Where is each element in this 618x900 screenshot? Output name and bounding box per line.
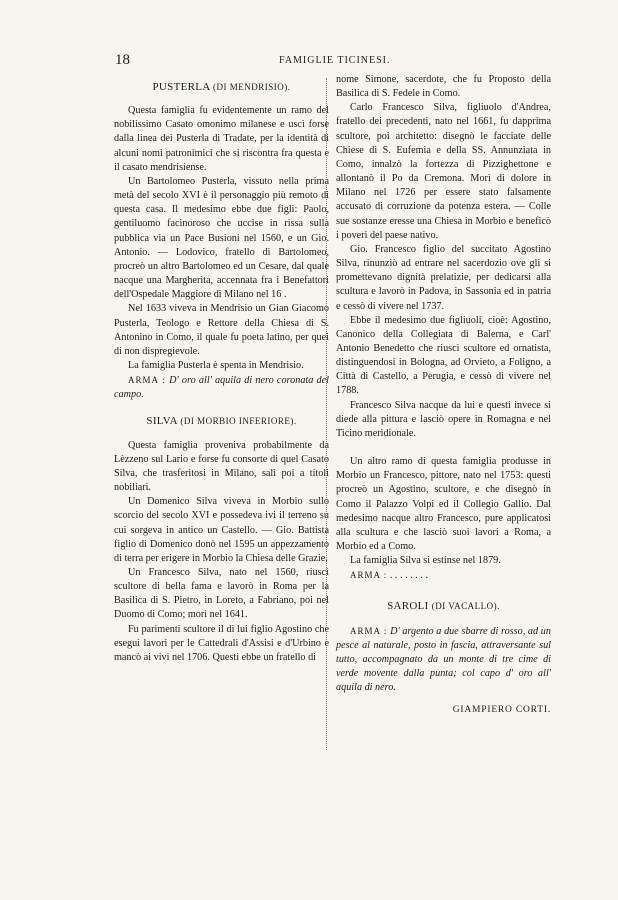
section-title-main: SILVA (146, 415, 178, 428)
paragraph: Carlo Francesco Silva, figliuolo d'Andrea, fratello dei precedenti, nato nel 1661, fu dapprima scultore, poi architetto: disegnò le facciate delle Chiese di S. Eufemia e della SS. Annunziata in Como, innalzò la fortezza di Pizzighettone e allontanò il Po da Cremona. Morì di dolore in Milano nel 1726 per essere stato falsamente accusato di corruzione da potenza estera. — Colle sue sostanze eresse una Chiesa in Morbio e beneficò i poveri del paese nativo. (336, 102, 551, 241)
arma-paragraph (336, 568, 551, 583)
paragraph: Questa famiglia proveniva probabilmente da Lèzzeno sul Lario e forse fu consorte di quel Casato Silva, che trasferitosi in Milano, salì poi a titoli nobiliari. (114, 439, 329, 494)
arma-text: D' argento a due sbarre di rosso, ad un pesce al naturale, posto in fascia, attraversante sul tutto, accompagnato da un monte di tre cime di verde movente dalla punta; col capo d' oro all' aquila di nero. (336, 625, 551, 694)
section-title-sub: (DI MORBIO INFERIORE). (180, 416, 297, 427)
paragraph: Gio. Francesco figlio del succitato Agostino Silva, rinunziò ad entrare nel sacerdozio ove gli si promettevano dignità prelatizie, per dedicarsi alla scultura e lavorò in Padova, in Sassonia ed in patria e cessò di vivere nel 1737. (336, 243, 551, 312)
section-title-pusterla (114, 80, 329, 94)
paragraph: La famiglia Pusterla è spenta in Mendrisio. (128, 359, 304, 371)
arma-label: ARMA : (128, 375, 166, 386)
section-title-silva (114, 414, 329, 428)
paragraph: Fu parimenti scultore il di lui figlio Agostino che eseguì lavori per le Cattedrali d'Assisi e d'Urbino e mancò ai vivi nel 1706. Questi ebbe un fratello di (114, 623, 329, 663)
paragraph: Ebbe il medesimo due figliuoli, cioè: Agostino, Canonico della Collegiata di Balerna, e Carl' Antonio Benedetto che riuscì scultore ed ornatista, distinguendosi in Bologna, ad Orvieto, a Foligno, a Città di Castello, a Perugia, e cessò di vivere nel 1788. (336, 314, 551, 397)
paragraph: Un Francesco Silva, nato nel 1560, riuscì scultore di bella fama e lavorò in Roma per la Basilica di S. Pietro, in Loreto, a Fabriano, poi nel Duomo di Como; morì nel 1641. (114, 567, 329, 621)
section-title-main: PUSTERLA (152, 81, 210, 93)
spacer (336, 441, 551, 455)
paragraph: nome Simone, sacerdote, che fu Proposto della Basilica di S. Fedele in Como. (336, 74, 551, 100)
paragraph: Questa famiglia fu evidentemente un ramo del nobilissimo Casato omonimo milanese e uscì forse dalla linea dei Pusterla di Tradate, per la identità di alcuni nomi patronimici che si riscontra fra questa e il casato mendrisiense. (114, 105, 329, 173)
arma-dots: . . . . . . . . (389, 570, 429, 582)
arma-text: D' oro all' aquila di nero coronata del campo. (114, 375, 330, 401)
author-signature: GIAMPIERO CORTI. (452, 705, 551, 716)
right-column (336, 73, 551, 718)
section-title-sub: (DI VACALLO). (431, 601, 500, 612)
arma-paragraph (336, 624, 551, 696)
running-title: FAMIGLIE TICINESI. (279, 55, 391, 66)
section-title-main: SAROLI (387, 600, 429, 613)
left-column (114, 76, 329, 665)
paragraph: Un Domenico Silva viveva in Morbio sullo scorcio del secolo XVI e possedeva ivi il terreno su cui sorgeva in antico un Castello. — Gio. Battista figlio di Domenico donò nel 1595 un appezzamento di terra per erigere in Morbio la Chiesa delle Grazie. (114, 496, 329, 564)
arma-paragraph (114, 373, 329, 402)
column-divider (326, 78, 327, 750)
arma-label: ARMA : (350, 570, 388, 581)
page-number: 18 (115, 52, 130, 68)
section-title-saroli (336, 599, 551, 613)
page-header (0, 52, 618, 72)
section-title-sub: (DI MENDRISIO). (212, 82, 291, 92)
paragraph: Un altro ramo di questa famiglia produsse in Morbio un Francesco, pittore, nato nel 1753: questi procreò un Agostino, scultore, e che disegnò in Como il Palazzo Volpi ed il Collegio Gallio. Dal medesimo nacque altro Francesco, pure applicatosi alla scultura e che lasciò suoi lavori a Roma, a Morbio ed a Como. (336, 456, 551, 552)
paragraph: Un Bartolomeo Pusterla, vissuto nella prima metà del secolo XVI è il personaggio più remoto di questa casa. Il medesimo ebbe due figli: Paolo, gentiluomo facinoroso che uccise in rissa sulla pubblica via un Pace Busioni nel 1560, e un Gio. Antonio. — Lodovico, fratello di Bartolomeo, procreò un altro Bartolomeo ed un Cesare, dal quale nacque una Margherita, accennata fra i Benefattori dell'Ospedale Maggiore di Milano nel 16 . (114, 175, 329, 301)
paragraph: Nel 1633 viveva in Mendrisio un Gian Giacomo Pusterla, Teologo e Rettore della Chiesa di S. Antonino in Como, il quale fu poeta latino, per quei di non dispregievole. (114, 303, 329, 357)
paragraph: Francesco Silva nacque da lui e questi invece si diede alla pittura e lasciò opere in Romagna e nel Ticino meridionale. (336, 399, 551, 439)
paragraph: La famiglia Silva si estinse nel 1879. (350, 555, 501, 567)
arma-label: ARMA : (350, 625, 388, 636)
